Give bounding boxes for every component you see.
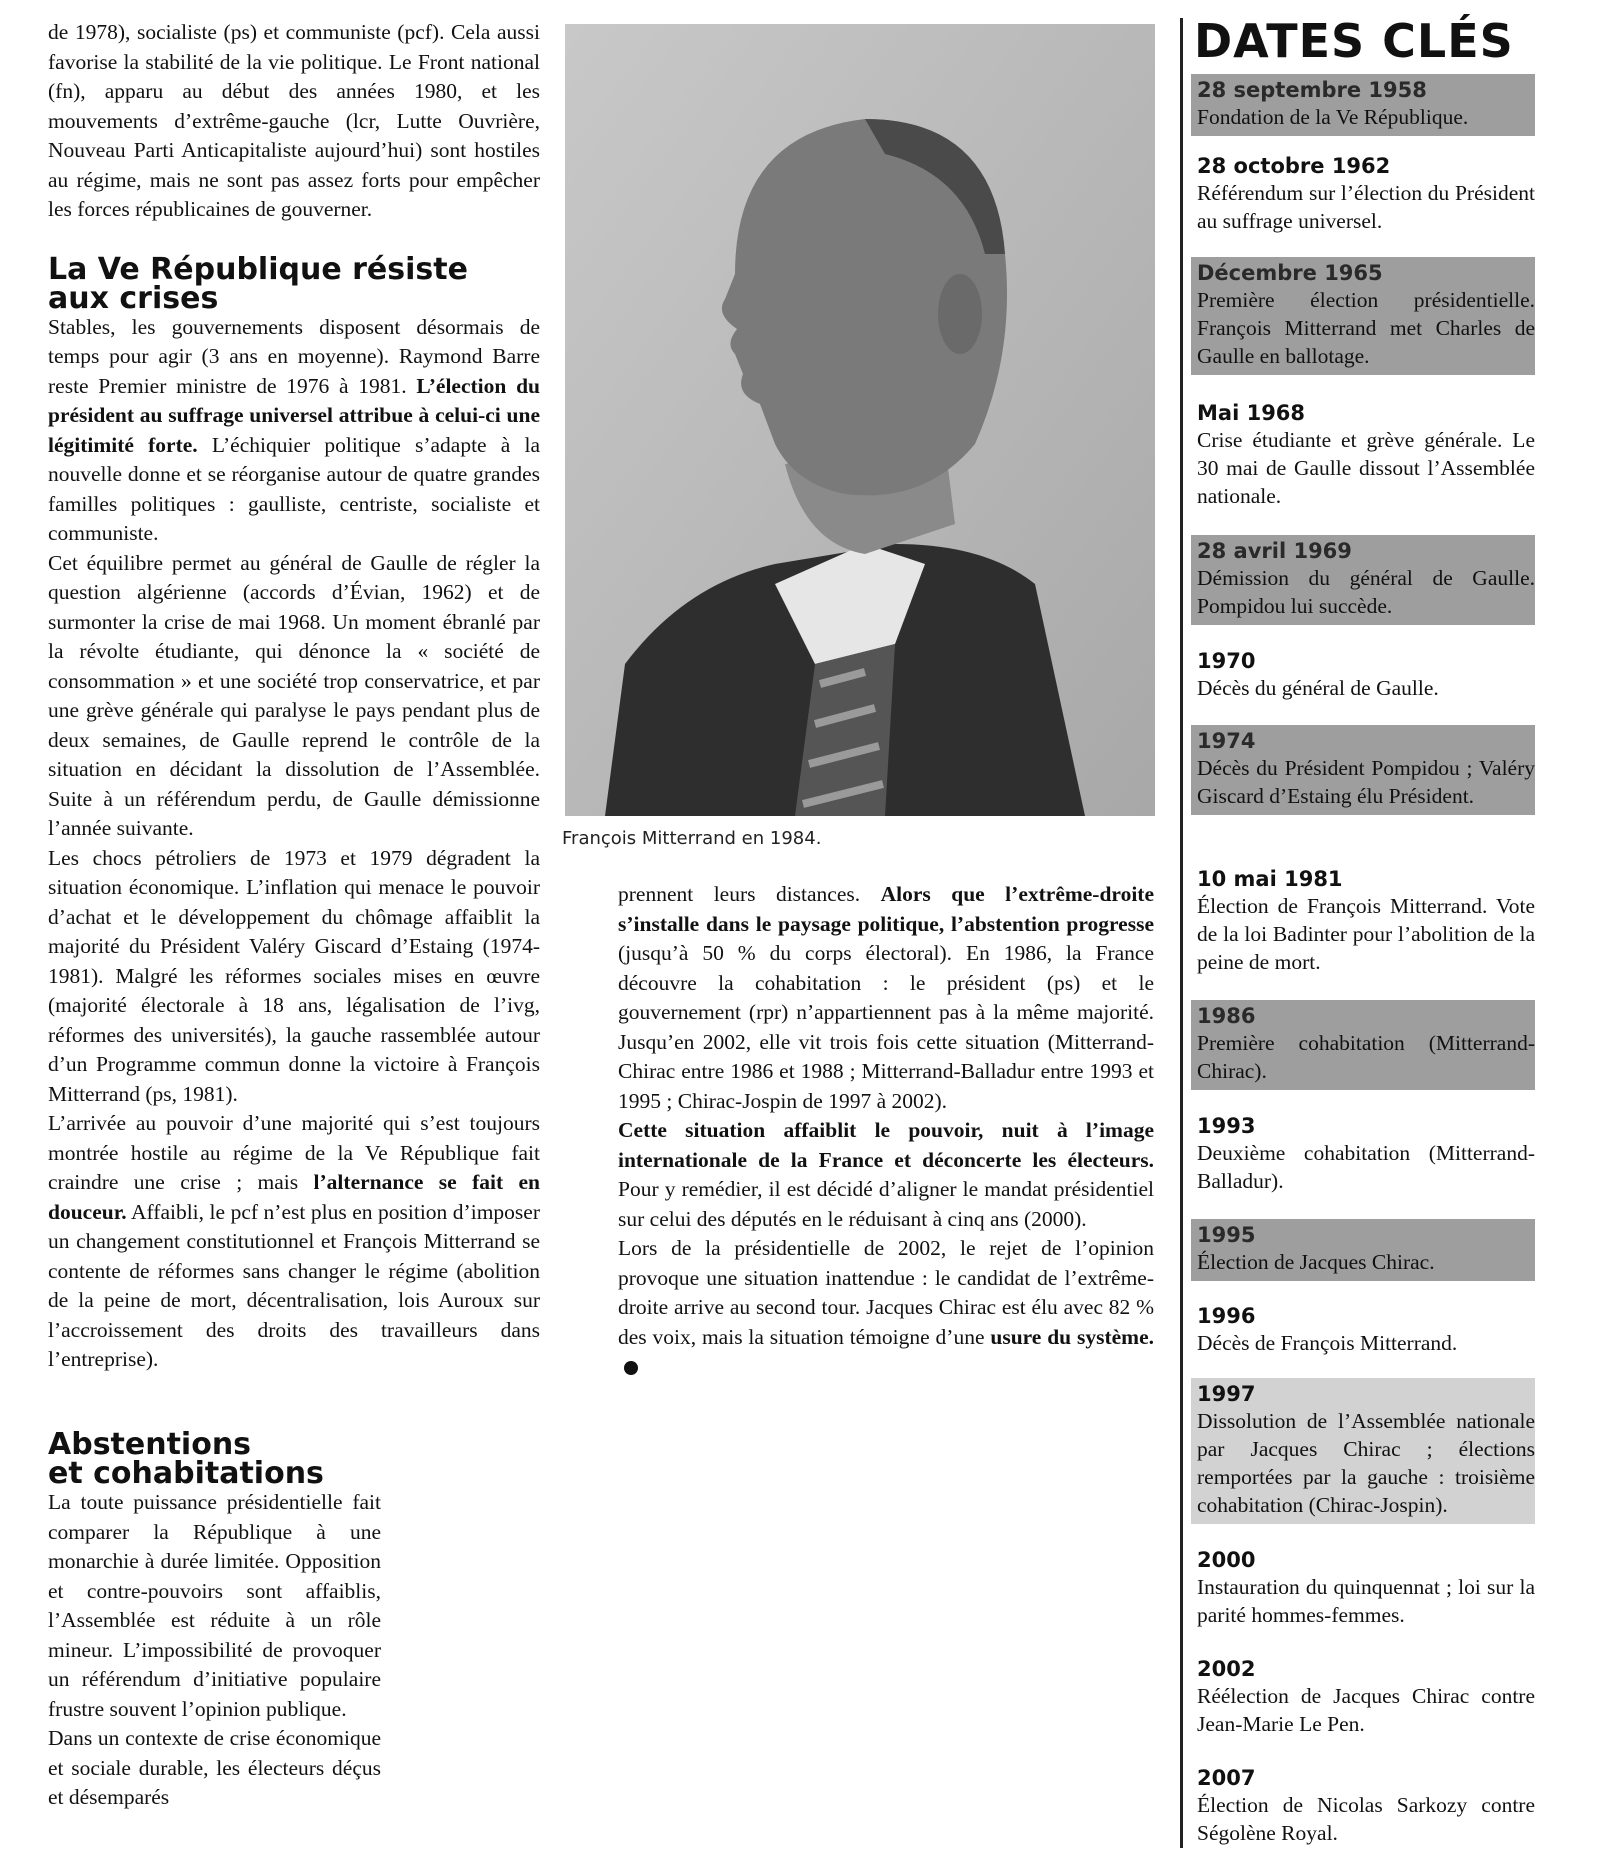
- date-text: Référendum sur l’élection du Président au suffrage universel.: [1197, 181, 1535, 233]
- date-text: Instauration du quinquennat ; loi sur la parité hommes-femmes.: [1197, 1575, 1535, 1627]
- date-text: Élection de Nicolas Sarkozy contre Ségolène Royal.: [1197, 1793, 1535, 1845]
- section-heading-crises: [48, 251, 540, 316]
- date-label: Mai 1968: [1197, 401, 1306, 425]
- heading-crises-line2: aux crises: [48, 280, 219, 316]
- date-text: Démission du général de Gaulle. Pompidou lui succède.: [1197, 566, 1535, 618]
- date-entry: [1191, 645, 1535, 707]
- date-entry: [1191, 1000, 1535, 1090]
- date-label: 1974: [1197, 729, 1256, 753]
- intro-paragraph: de 1978), socialiste (ps) et communiste (pcf). Cela aussi favorise la stabilité de la vie politique. Le Front national (fn), apparu au début des années 1980, et les mouvements d’extrême-gauche (lcr, Lutte Ouvrière, Nouveau Parti Anticapitaliste aujourd’hui) sont hostiles au régime, mais ne sont pas assez forts pour empêcher les forces républicaines de gouverner.: [48, 20, 540, 221]
- text-run: (jusqu’à 50 % du corps électoral). En 1986, la France découvre la cohabitation : le président (ps) et le gouvernement (rpr) n’appartiennent pas à la même majorité. Jusqu’en 2002, elle vit trois fois cette situation (Mitterrand-Chirac entre 1986 et 1988 ; Mitterrand-Balladur entre 1993 et 1995 ; Chirac-Jospin de 1997 à 2002).: [618, 941, 1154, 1113]
- text-run: Stables, les gouvernements disposent désormais de temps pour agir (3 ans en moyenne). Raymond Barre reste Premier ministre de 1976 à 1981.: [48, 314, 540, 398]
- sidebar-divider: [1180, 18, 1183, 1848]
- date-text: Décès de François Mitterrand.: [1197, 1331, 1458, 1355]
- date-entry: [1191, 1378, 1535, 1524]
- paragraph-affaiblit: [618, 1116, 1154, 1234]
- date-entry: [1191, 1110, 1535, 1200]
- date-entry: [1191, 863, 1535, 981]
- paragraph-stables: [48, 313, 540, 549]
- end-mark-icon: [624, 1361, 638, 1375]
- date-label: 2000: [1197, 1548, 1256, 1572]
- text-run: Affaibli, le pcf n’est plus en position d’imposer un changement constitutionnel et François Mitterrand se contente de réformes sans changer le régime (abolition de la peine de mort, décentralisation, lois Auroux sur l’accroissement des droits des travailleurs dans l’entreprise).: [48, 1199, 540, 1371]
- date-entry: [1191, 725, 1535, 815]
- bold-run: l’alternance se fait en douceur.: [48, 1170, 540, 1224]
- date-label: 1996: [1197, 1304, 1256, 1328]
- text-run: Lors de la présidentielle de 2002, le rejet de l’opinion provoque une situation inattendue : le candidat de l’extrême-droite arrive au second tour. Jacques Chirac est élu avec 82 % des voix, mais la situation témoigne d’une: [618, 1236, 1154, 1349]
- text-run: L’échiquier politique s’adapte à la nouvelle donne et se réorganise autour de quatre grandes familles politiques : gaulliste, centriste, socialiste et communiste.: [48, 432, 540, 545]
- text-run: L’arrivée au pouvoir d’une majorité qui s’est toujours montrée hostile au régime de la Ve République fait craindre une crise ; mais: [48, 1111, 540, 1194]
- date-text: Décès du Président Pompidou ; Valéry Giscard d’Estaing élu Président.: [1197, 756, 1535, 808]
- date-label: 2007: [1197, 1766, 1256, 1790]
- date-label: 1997: [1197, 1382, 1256, 1406]
- date-label: 28 octobre 1962: [1197, 154, 1391, 178]
- photo-caption: François Mitterrand en 1984.: [562, 828, 822, 849]
- date-entry: [1191, 1762, 1535, 1852]
- date-entry: [1191, 1544, 1535, 1634]
- date-label: 28 avril 1969: [1197, 539, 1352, 563]
- article-column-left: [48, 18, 540, 1375]
- date-label: 2002: [1197, 1657, 1256, 1681]
- date-label: 1995: [1197, 1223, 1256, 1247]
- date-label: 1993: [1197, 1114, 1256, 1138]
- paragraph-equilibre: Cet équilibre permet au général de Gaulle de régler la question algérienne (accords d’Évian, 1962) et de surmonter la crise de mai 1968. Un moment ébranlé par la révolte étudiante, qui dénonce la « société de consommation » et une société trop conservatrice, et par une grève générale qui paralyse le pays pendant plus de deux semaines, de Gaulle reprend le contrôle de la situation en décidant la dissolution de l’Assemblée. Suite à un référendum perdu, de Gaulle démissionne l’année suivante.: [48, 550, 540, 840]
- date-label: 10 mai 1981: [1197, 867, 1343, 891]
- date-text: Élection de François Mitterrand. Vote de la loi Badinter pour l’abolition de la peine de mort.: [1197, 894, 1535, 974]
- date-text: Fondation de la Ve République.: [1197, 105, 1469, 129]
- date-entry: [1191, 150, 1535, 240]
- heading-abstentions-line2: et cohabitations: [48, 1456, 324, 1491]
- date-entry: [1191, 257, 1535, 375]
- bold-run: Cette situation affaiblit le pouvoir, nuit à l’image internationale de la France et déconcerte les électeurs.: [618, 1118, 1154, 1172]
- heading-abstentions-line1: Abstentions: [48, 1427, 252, 1462]
- paragraph-chocs: Les chocs pétroliers de 1973 et 1979 dégradent la situation économique. L’inflation qui menace le pouvoir d’achat et le développement du chômage affaiblit la majorité du Président Valéry Giscard d’Estaing (1974-1981). Malgré les réformes sociales mises en œuvre (majorité électorale à 18 ans, légalisation de l’ivg, réformes des universités), la gauche rassemblée autour d’un Programme commun donne la victoire à François Mitterrand (ps, 1981).: [48, 845, 540, 1106]
- date-entry: [1191, 1653, 1535, 1743]
- section-heading-abstentions: [48, 1427, 381, 1491]
- text-run: Pour y remédier, il est décidé d’aligner le mandat présidentiel sur celui des députés en le réduisant à cinq ans (2000).: [618, 1177, 1154, 1231]
- date-label: Décembre 1965: [1197, 261, 1383, 285]
- date-text: Élection de Jacques Chirac.: [1197, 1250, 1435, 1274]
- date-entry: [1191, 1219, 1535, 1281]
- paragraph-contexte: Dans un contexte de crise économique et sociale durable, les électeurs déçus et désemparés: [48, 1726, 381, 1809]
- text-run: prennent leurs distances.: [618, 882, 861, 906]
- date-text: Décès du général de Gaulle.: [1197, 676, 1439, 700]
- paragraph-toute-puissance: La toute puissance présidentielle fait comparer la République à une monarchie à durée limitée. Opposition et contre-pouvoirs sont affaiblis, l’Assemblée est réduite à un rôle mineur. L’impossibilité de provoquer un référendum d’initiative populaire frustre souvent l’opinion publique.: [48, 1490, 381, 1721]
- bold-run: usure du système.: [990, 1324, 1154, 1349]
- date-entry: [1191, 397, 1535, 515]
- date-text: Réélection de Jacques Chirac contre Jean-Marie Le Pen.: [1197, 1684, 1535, 1736]
- paragraph-2002: [618, 1234, 1154, 1382]
- dates-title: DATES CLÉS: [1194, 14, 1514, 68]
- date-entry: [1191, 1300, 1535, 1362]
- date-text: Dissolution de l’Assemblée nationale par Jacques Chirac ; élections remportées par la gauche : troisième cohabitation (Chirac-Jospin).: [1197, 1409, 1535, 1517]
- date-text: Première élection présidentielle. François Mitterrand met Charles de Gaulle en ballotage.: [1197, 288, 1535, 368]
- article-column-left-lower: [48, 1427, 381, 1813]
- article-column-middle: [618, 880, 1154, 1382]
- bold-run: Alors que l’extrême-droite s’installe dans le paysage politique, l’abstention progresse: [618, 882, 1155, 936]
- date-text: Première cohabitation (Mitterrand-Chirac).: [1197, 1031, 1535, 1083]
- date-label: 1986: [1197, 1004, 1256, 1028]
- date-label: 28 septembre 1958: [1197, 78, 1427, 102]
- date-entry: [1191, 74, 1535, 136]
- date-entry: [1191, 535, 1535, 625]
- portrait-illustration: [565, 24, 1155, 816]
- paragraph-distances: [618, 880, 1154, 1116]
- portrait-photo: [565, 24, 1155, 816]
- bold-run: L’élection du président au suffrage universel attribue à celui-ci une légitimité forte.: [48, 373, 540, 457]
- date-label: 1970: [1197, 649, 1256, 673]
- date-text: Crise étudiante et grève générale. Le 30 mai de Gaulle dissout l’Assemblée nationale.: [1197, 428, 1535, 508]
- date-text: Deuxième cohabitation (Mitterrand-Balladur).: [1197, 1141, 1535, 1193]
- paragraph-alternance: [48, 1109, 540, 1375]
- heading-crises-line1: La Ve République résiste: [48, 251, 468, 287]
